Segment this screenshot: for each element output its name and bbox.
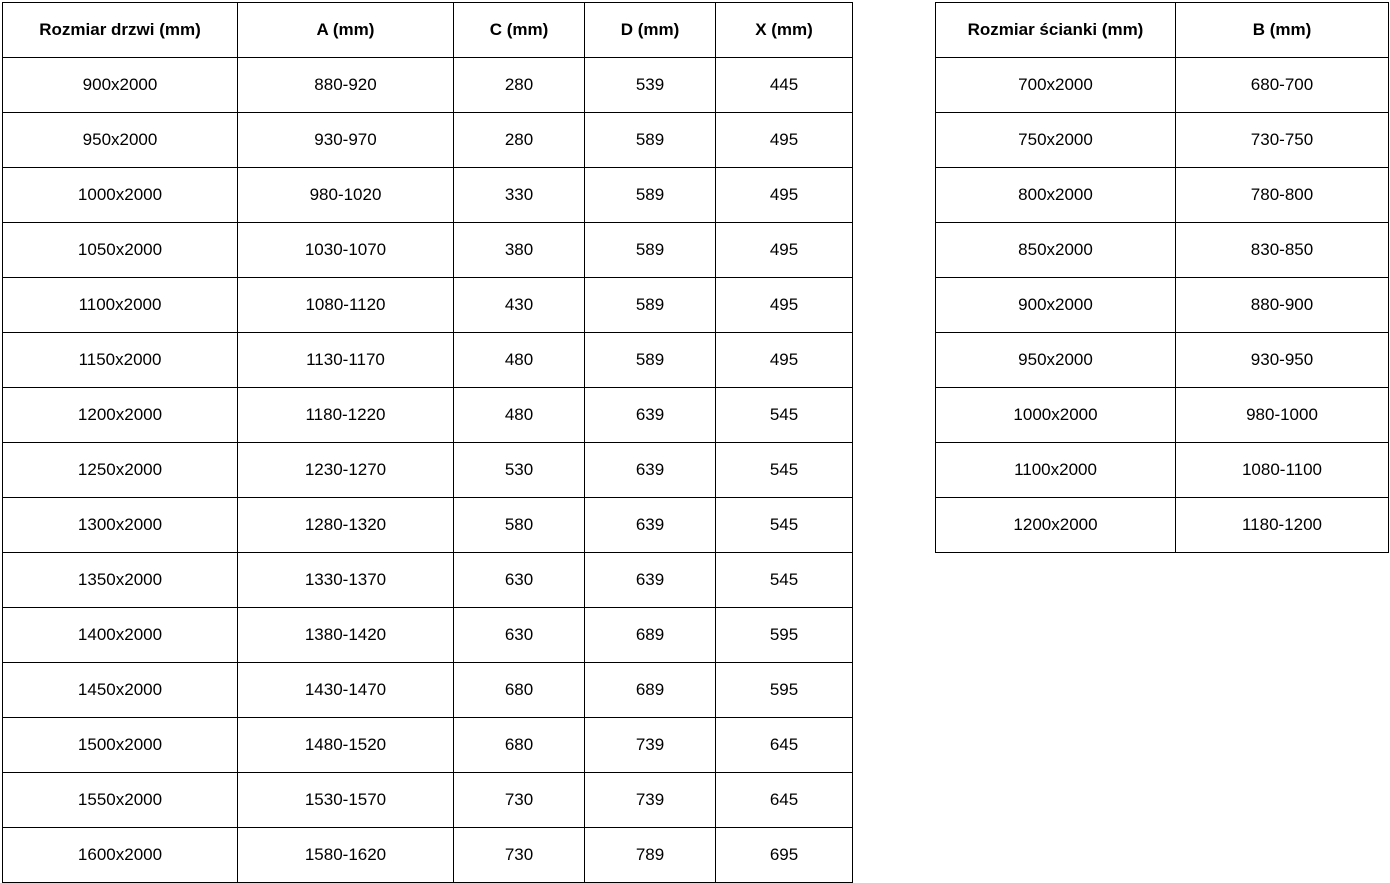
- cell-x: 545: [716, 498, 853, 553]
- cell-a: 930-970: [238, 113, 454, 168]
- cell-x: 595: [716, 663, 853, 718]
- cell-wall-size: 750x2000: [936, 113, 1176, 168]
- table-row: [3, 498, 853, 553]
- cell-wall-size: 700x2000: [936, 58, 1176, 113]
- table-row: [936, 58, 1389, 113]
- table-row: [3, 718, 853, 773]
- cell-b: 730-750: [1176, 113, 1389, 168]
- table-row: [3, 388, 853, 443]
- table-row: [936, 168, 1389, 223]
- cell-door-size: 1450x2000: [3, 663, 238, 718]
- cell-door-size: 900x2000: [3, 58, 238, 113]
- cell-a: 1480-1520: [238, 718, 454, 773]
- cell-door-size: 1350x2000: [3, 553, 238, 608]
- cell-x: 495: [716, 223, 853, 278]
- cell-b: 830-850: [1176, 223, 1389, 278]
- table-row: [3, 113, 853, 168]
- column-header-d: D (mm): [585, 3, 716, 58]
- cell-wall-size: 900x2000: [936, 278, 1176, 333]
- cell-x: 495: [716, 168, 853, 223]
- cell-x: 545: [716, 553, 853, 608]
- table-row: [3, 223, 853, 278]
- cell-c: 730: [454, 828, 585, 883]
- table-row: [3, 608, 853, 663]
- cell-wall-size: 1200x2000: [936, 498, 1176, 553]
- cell-b: 980-1000: [1176, 388, 1389, 443]
- cell-b: 1080-1100: [1176, 443, 1389, 498]
- cell-x: 495: [716, 333, 853, 388]
- column-header-door-size: Rozmiar drzwi (mm): [3, 3, 238, 58]
- cell-d: 589: [585, 333, 716, 388]
- cell-wall-size: 950x2000: [936, 333, 1176, 388]
- table-header-row: [3, 3, 853, 58]
- cell-c: 630: [454, 608, 585, 663]
- table-row: [3, 278, 853, 333]
- cell-door-size: 1300x2000: [3, 498, 238, 553]
- cell-a: 980-1020: [238, 168, 454, 223]
- table-row: [936, 278, 1389, 333]
- cell-a: 1080-1120: [238, 278, 454, 333]
- wall-size-table: [935, 2, 1389, 553]
- cell-c: 480: [454, 333, 585, 388]
- cell-c: 680: [454, 663, 585, 718]
- table-row: [936, 333, 1389, 388]
- cell-c: 380: [454, 223, 585, 278]
- cell-c: 480: [454, 388, 585, 443]
- cell-d: 639: [585, 388, 716, 443]
- cell-b: 1180-1200: [1176, 498, 1389, 553]
- cell-door-size: 1000x2000: [3, 168, 238, 223]
- cell-door-size: 1400x2000: [3, 608, 238, 663]
- cell-d: 739: [585, 773, 716, 828]
- cell-c: 680: [454, 718, 585, 773]
- table-header-row: [936, 3, 1389, 58]
- table-row: [3, 663, 853, 718]
- cell-a: 1530-1570: [238, 773, 454, 828]
- cell-b: 780-800: [1176, 168, 1389, 223]
- cell-x: 545: [716, 443, 853, 498]
- cell-a: 1330-1370: [238, 553, 454, 608]
- table-row: [3, 773, 853, 828]
- cell-a: 1230-1270: [238, 443, 454, 498]
- cell-door-size: 1250x2000: [3, 443, 238, 498]
- cell-x: 695: [716, 828, 853, 883]
- cell-a: 1580-1620: [238, 828, 454, 883]
- column-header-c: C (mm): [454, 3, 585, 58]
- cell-a: 1130-1170: [238, 333, 454, 388]
- cell-a: 1180-1220: [238, 388, 454, 443]
- cell-c: 430: [454, 278, 585, 333]
- cell-d: 689: [585, 608, 716, 663]
- cell-wall-size: 850x2000: [936, 223, 1176, 278]
- column-header-b: B (mm): [1176, 3, 1389, 58]
- cell-door-size: 1200x2000: [3, 388, 238, 443]
- table-row: [3, 553, 853, 608]
- table-row: [3, 58, 853, 113]
- door-size-table: [2, 2, 853, 883]
- cell-a: 1030-1070: [238, 223, 454, 278]
- column-header-x: X (mm): [716, 3, 853, 58]
- table-row: [936, 498, 1389, 553]
- cell-a: 1380-1420: [238, 608, 454, 663]
- table-row: [3, 443, 853, 498]
- cell-door-size: 950x2000: [3, 113, 238, 168]
- cell-x: 495: [716, 113, 853, 168]
- cell-d: 739: [585, 718, 716, 773]
- cell-x: 445: [716, 58, 853, 113]
- cell-d: 589: [585, 223, 716, 278]
- cell-d: 589: [585, 278, 716, 333]
- cell-wall-size: 1000x2000: [936, 388, 1176, 443]
- table-row: [3, 333, 853, 388]
- table-row: [936, 443, 1389, 498]
- table-row: [3, 828, 853, 883]
- cell-d: 639: [585, 443, 716, 498]
- cell-door-size: 1550x2000: [3, 773, 238, 828]
- cell-door-size: 1100x2000: [3, 278, 238, 333]
- cell-wall-size: 1100x2000: [936, 443, 1176, 498]
- cell-x: 645: [716, 773, 853, 828]
- table-row: [936, 223, 1389, 278]
- cell-b: 680-700: [1176, 58, 1389, 113]
- cell-a: 880-920: [238, 58, 454, 113]
- cell-door-size: 1600x2000: [3, 828, 238, 883]
- cell-door-size: 1150x2000: [3, 333, 238, 388]
- cell-door-size: 1500x2000: [3, 718, 238, 773]
- cell-a: 1430-1470: [238, 663, 454, 718]
- cell-a: 1280-1320: [238, 498, 454, 553]
- cell-b: 880-900: [1176, 278, 1389, 333]
- cell-d: 639: [585, 553, 716, 608]
- cell-c: 530: [454, 443, 585, 498]
- cell-c: 580: [454, 498, 585, 553]
- cell-x: 545: [716, 388, 853, 443]
- column-header-a: A (mm): [238, 3, 454, 58]
- cell-d: 539: [585, 58, 716, 113]
- table-row: [3, 168, 853, 223]
- cell-c: 730: [454, 773, 585, 828]
- cell-d: 589: [585, 113, 716, 168]
- cell-wall-size: 800x2000: [936, 168, 1176, 223]
- cell-c: 330: [454, 168, 585, 223]
- cell-d: 689: [585, 663, 716, 718]
- cell-door-size: 1050x2000: [3, 223, 238, 278]
- column-header-wall-size: Rozmiar ścianki (mm): [936, 3, 1176, 58]
- cell-b: 930-950: [1176, 333, 1389, 388]
- cell-c: 630: [454, 553, 585, 608]
- cell-c: 280: [454, 113, 585, 168]
- cell-d: 589: [585, 168, 716, 223]
- cell-d: 789: [585, 828, 716, 883]
- table-row: [936, 388, 1389, 443]
- cell-d: 639: [585, 498, 716, 553]
- cell-x: 645: [716, 718, 853, 773]
- cell-x: 595: [716, 608, 853, 663]
- cell-x: 495: [716, 278, 853, 333]
- table-row: [936, 113, 1389, 168]
- cell-c: 280: [454, 58, 585, 113]
